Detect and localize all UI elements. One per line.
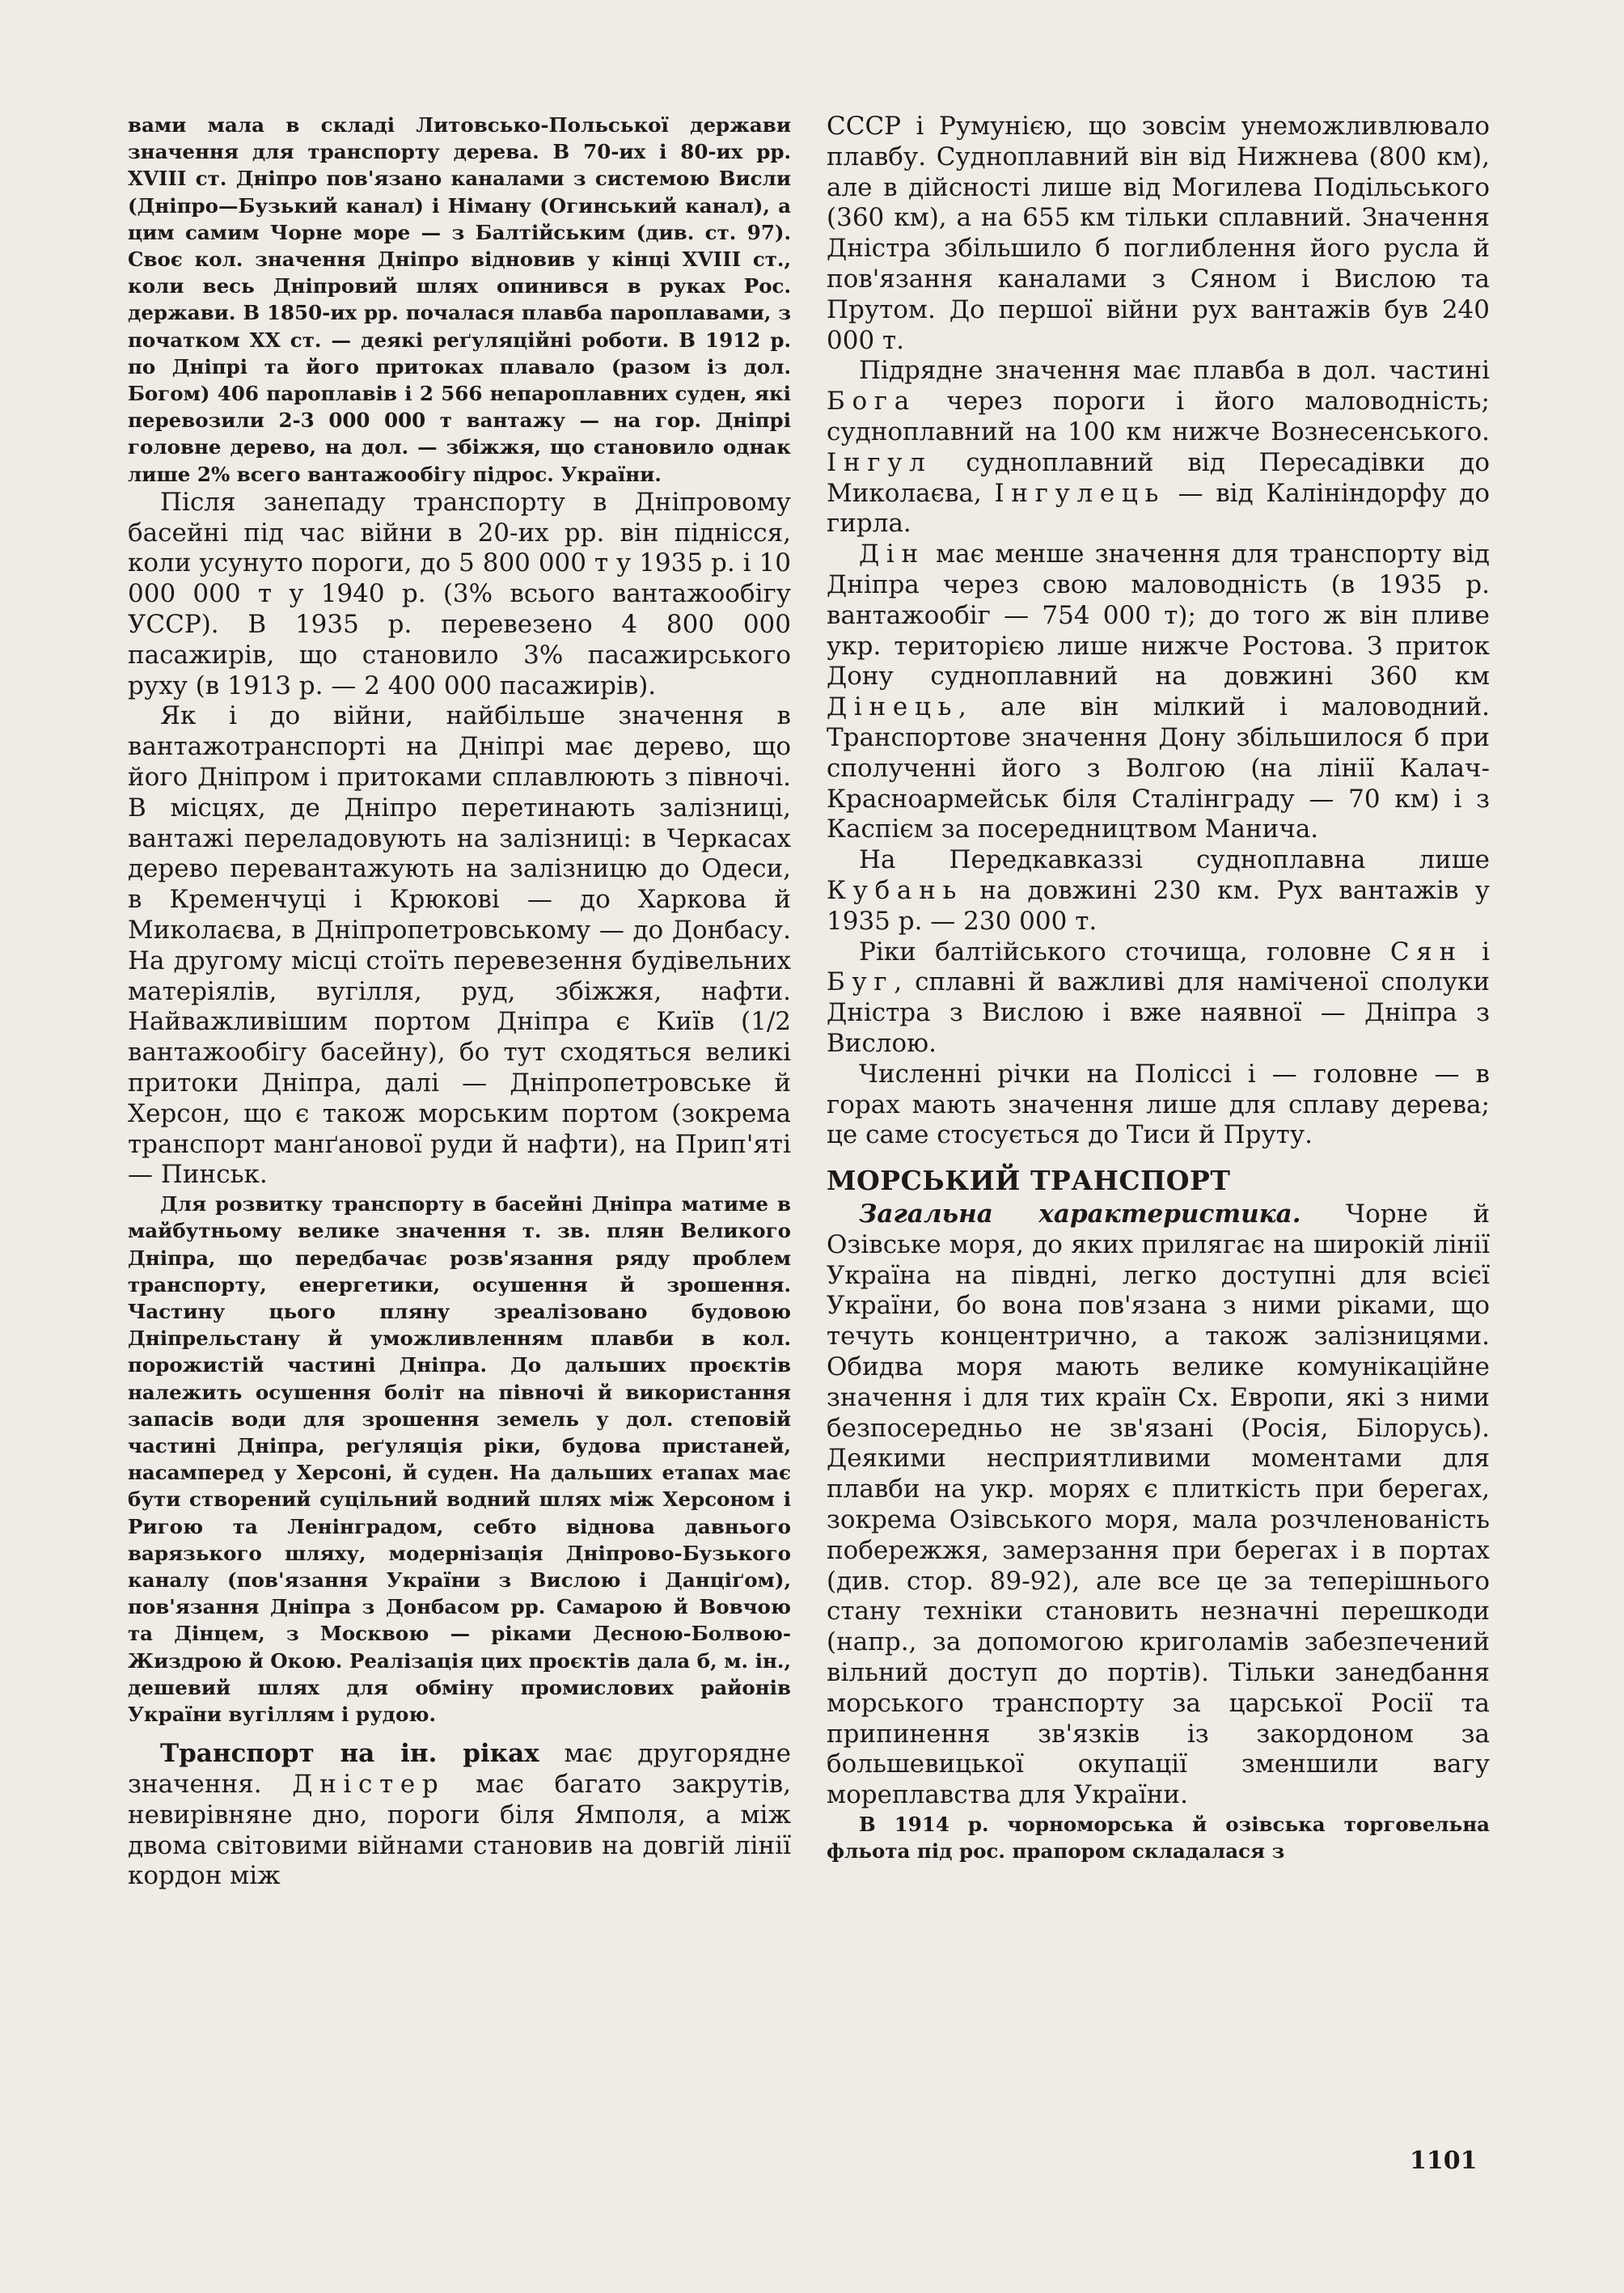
subheading-other-rivers: Транспорт на ін. ріках — [160, 1739, 539, 1769]
river-name-donets: Дінець — [827, 692, 959, 722]
left-column — [128, 112, 791, 1892]
river-name-bog: Бога — [827, 387, 916, 417]
subheading-general-characteristics: Загальна характеристика. — [859, 1199, 1301, 1229]
river-name-syan: Сян — [1389, 937, 1463, 967]
river-name-don: Дін — [859, 539, 925, 569]
right-column — [827, 112, 1490, 1864]
paragraph-other-rivers: Транспорт на ін. ріках має другорядне значення. Дністер має багато закрутів, невирівняне дно, пороги біля Ямполя, а між двома світовими війнами становив на довгій лінії кордон між — [128, 1739, 792, 1891]
river-name-bug: Буг — [827, 967, 894, 997]
paragraph-baltic-rivers: Ріки балтійського сточища, головне Сян і Буг, сплавні й важливі для наміченої сполуки Дністра з Вислою і вже наявної — Дніпра з Вислою. — [827, 937, 1490, 1058]
paragraph-dnister-continued: СССР і Румунією, що зовсім унеможливлювало плавбу. Судноплавний він від Нижнева (800 км), але в дійсності лише від Могилева Подільського (360 км), а на 655 км тільки сплавний. Значення Дністра збільшило б поглиблення його русла й пов'язання каналами з Сяном і Вислою та Прутом. До першої війни рух вантажів був 240 000 т. — [827, 112, 1490, 355]
paragraph-bug-ingul: Підрядне значення має плавба в дол. частині Бога через пороги і його маловодність; судноплавний на 100 км нижче Вознесенського. Інгул судноплавний від Пересадівки до Миколаєва, Інгулець — від Калініндорфу до гирла. — [827, 356, 1490, 539]
paragraph-great-dnipro-plan: Для розвитку транспорту в басейні Дніпра матиме в майбутньому велике значення т. зв. плян Великого Дніпра, що передбачає розв'язання ряду проблем транспорту, енергетики, осушення й зрошення. Частину цього пляну зреалізовано будовою Дніпрельстану й уможливленням плавби в кол. порожистій частині Дніпра. До дальших проєктів належить осушення боліт на півночі й використання запасів води для зрошення земель у дол. степовій частині Дніпра, реґуляція ріки, будова пристаней, насамперед у Херсоні, й суден. На дальших етапах має бути створений суцільний водний шлях між Херсоном і Ригою та Ленінградом, себто віднова давнього варязького шляху, модернізація Дніпрово-Бузького каналу (пов'язання України з Вислою і Данціґом), пов'язання Дніпра з Донбасом рр. Самарою й Вовчою та Дінцем, з Москвою — ріками Десною-Болвою-Жиздрою й Окою. Реалізація цих проєктів дала б, м. ін., дешевий шлях для обміну промислових районів України вугіллям і рудою. — [128, 1192, 791, 1727]
river-name-ingul: Інгул — [827, 447, 933, 477]
river-name-kuban: Кубань — [827, 875, 963, 905]
paragraph-general-characteristics: Загальна характеристика. Чорне й Озівське моря, до яких прилягає на широкій лінії Україна на півдні, легко доступні для всієї України, бо вона пов'язана з ними ріками, що течуть концентрично, а також залізницями. Обидва моря мають велике комунікаційне значення і для тих країн Сх. Европи, які з ними безпосередньо не зв'язані (Росія, Білорусь). Деякими несприятливими моментами для плавби на укр. морях є плиткість при берегах, зокрема Озівського моря, мала розчленованість побережжя, замерзання при берегах і в портах (див. стор. 89-92), але все це за теперішнього стану техніки становить незначні перешкоди (напр., за допомогою криголамів забезпечений вільний доступ до портів). Тільки занедбання морського транспорту за царської Росії та припинення зв'язків із закордоном за большевицької окупації зменшили вагу мореплавства для України. — [827, 1199, 1490, 1810]
paragraph-kuban: На Передкавказзі судноплавна лише Кубань на довжині 230 км. Рух вантажів у 1935 р. — 230 000 т. — [827, 845, 1490, 936]
paragraph-don: Дін має менше значення для транспорту від Дніпра через свою маловодність (в 1935 р. вантажообіг — 754 000 т); до того ж він пливе укр. територією лише нижче Ростова. З приток Дону судноплавний на довжині 360 км Дінець, але він мілкий і маловодний. Транспортове значення Дону збільшилося б при сполученні його з Волгою (на лінії Калач-Красноармейськ біля Сталінграду — 70 км) і з Каспієм за посередництвом Манича. — [827, 539, 1490, 844]
paragraph-dnipro-history: вами мала в складі Литовсько-Польської держави значення для транспорту дерева. В 70-их і 80-их рр. XVIII ст. Дніпро пов'язано каналами з системою Висли (Дніпро—Бузький канал) і Німану (Огинський канал), а цим самим Чорне море — з Балтійським (див. ст. 97). Своє кол. значення Дніпро відновив у кінці XVIII ст., коли весь Дніпровий шлях опинився в руках Рос. держави. В 1850-их рр. почалася плавба пароплавами, з початком XX ст. — деякі реґуляційні роботи. В 1912 р. по Дніпрі та його притоках плавало (разом із дол. Богом) 406 пароплавів і 2 566 непароплавних суден, які перевозили 2-3 000 000 т вантажу — на гор. Дніпрі головне дерево, на дол. — збіжжя, що становило однак лише 2% всего вантажообігу підрос. України. — [128, 113, 791, 486]
section-heading-sea-transport: МОРСЬКИЙ ТРАНСПОРТ — [827, 1165, 1231, 1197]
river-name-dnister: Дністер — [292, 1770, 446, 1800]
river-name-ingulets: Інгулець — [994, 478, 1166, 508]
paragraph-timber-cargo: Як і до війни, найбільше значення в вантажотранспорті на Дніпрі має дерево, що його Дніпром і притоками сплавлюють з півночі. В місцях, де Дніпро перетинають залізниці, вантажі переладовують на залізниці: в Черкасах дерево перевантажують на залізницю до Одеси, в Кременчуці і Крюкові — до Харкова й Миколаєва, в Дніпропетровському — до Донбасу. На другому місці стоїть перевезення будівельних матеріялів, вугілля, руд, збіжжя, нафти. Найважливішим портом Дніпра є Київ (1/2 вантажообігу басейну), бо тут сходяться великі притоки Дніпра, далі — Дніпропетровське й Херсон, що є також морським портом (зокрема транспорт манґанової руди й нафти), на Прип'яті — Пинськ. — [128, 701, 791, 1190]
page-number: 1101 — [1410, 2147, 1478, 2175]
paragraph-fleet-1914: В 1914 р. чорноморська й озівська торговельна фльота під рос. прапором складалася з — [827, 1813, 1490, 1864]
paragraph-polissia-rivers: Численні річки на Поліссі і — головне — в горах мають значення лише для сплаву дерева; це саме стосується до Тиси й Пруту. — [827, 1059, 1490, 1150]
paragraph-decline-recovery: Після занепаду транспорту в Дніпровому басейні під час війни в 20-их рр. він піднісся, коли усунуто пороги, до 5 800 000 т у 1935 р. і 10 000 000 т у 1940 р. (3% всього вантажообігу УССР). В 1935 р. перевезено 4 800 000 пасажирів, що становило 3% пасажирського руху (в 1913 р. — 2 400 000 пасажирів). — [128, 487, 791, 700]
